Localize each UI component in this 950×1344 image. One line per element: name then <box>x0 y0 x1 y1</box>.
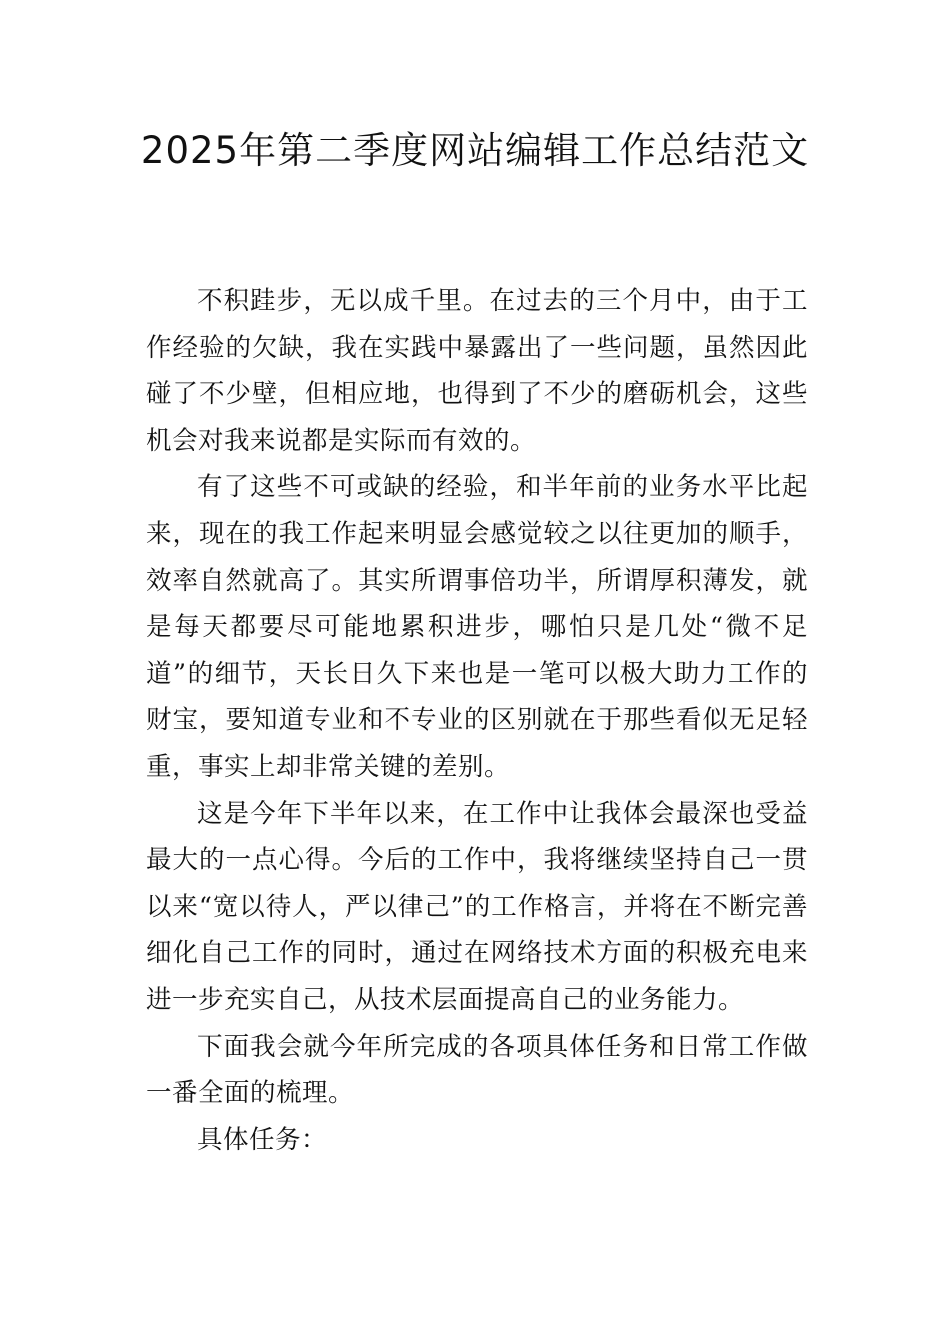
paragraph-4: 下面我会就今年所完成的各项具体任务和日常工作做一番全面的梳理。 <box>146 1031 808 1109</box>
paragraph-1: 不积跬步，无以成千里。在过去的三个月中，由于工作经验的欠缺，我在实践中暴露出了一些问题，虽然因此碰了不少壁，但相应地，也得到了不少的磨砺机会，这些机会对我来说都是实际而有效的。 <box>146 286 808 456</box>
paragraph-5: 具体任务： <box>197 1124 328 1155</box>
document-body <box>146 278 808 1163</box>
paragraph-3: 这是今年下半年以来，在工作中让我体会最深也受益最大的一点心得。今后的工作中，我将继续坚持自己一贯以来“宽以待人，严以律己”的工作格言，并将在不断完善细化自己工作的同时，通过在网络技术方面的积极充电来进一步充实自己，从技术层面提高自己的业务能力。 <box>146 798 808 1015</box>
document-title: 2025年第二季度网站编辑工作总结范文 <box>140 129 810 172</box>
paragraph-2: 有了这些不可或缺的经验，和半年前的业务水平比起来，现在的我工作起来明显会感觉较之以往更加的顺手，效率自然就高了。其实所谓事倍功半，所谓厚积薄发，就是每天都要尽可能地累积进步，哪怕只是几处“微不足道”的细节，天长日久下来也是一笔可以极大助力工作的财宝，要知道专业和不专业的区别就在于那些看似无足轻重，事实上却非常关键的差别。 <box>146 472 808 782</box>
